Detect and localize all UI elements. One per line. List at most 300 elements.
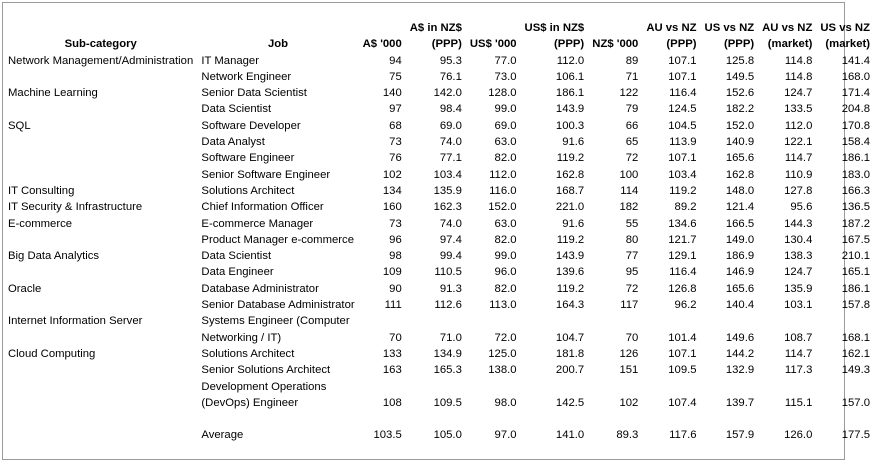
aud-nzd-ppp-cell: 110.5	[434, 266, 462, 279]
subcategory-cell: E-commerce	[8, 217, 73, 230]
usd-nzd-ppp-cell	[521, 313, 589, 329]
us-vs-nz-ppp-cell: 139.7	[725, 396, 755, 409]
au-vs-nz-market-cell: 135.9	[784, 282, 813, 295]
us-vs-nz-ppp-cell: 152.0	[725, 119, 755, 132]
header-au-vs-nz-market-top: AU vs NZ	[762, 22, 813, 34]
job-cell: Senior Solutions Architect	[201, 364, 331, 377]
nzd-cell: 126	[619, 347, 639, 360]
us-vs-nz-ppp-cell: 152.6	[725, 87, 755, 100]
usd-nzd-ppp-cell: 162.8	[555, 168, 585, 181]
average-aud-nzd-ppp-cell: 105.0	[433, 429, 462, 442]
nzd-cell: 65	[625, 136, 639, 149]
us-vs-nz-ppp-cell: 144.2	[725, 347, 755, 360]
aud-cell: 163	[382, 364, 402, 377]
table-row	[4, 248, 874, 264]
subcategory-cell: Cloud Computing	[8, 347, 96, 360]
au-vs-nz-ppp-cell: 124.5	[668, 103, 697, 116]
header-nzd-top	[588, 20, 642, 36]
average-usd-nzd-ppp-cell: 141.0	[555, 429, 585, 442]
aud-nzd-ppp-cell	[406, 379, 466, 395]
table-row	[4, 395, 874, 411]
job-cell: Chief Information Officer	[201, 201, 324, 214]
aud-nzd-ppp-cell: 112.6	[434, 299, 462, 312]
aud-cell	[359, 379, 406, 395]
nzd-cell: 89	[625, 54, 639, 67]
nzd-cell: 122	[619, 87, 639, 100]
us-vs-nz-market-cell: 167.5	[841, 233, 870, 246]
spacer-row	[4, 411, 874, 427]
us-vs-nz-market-cell: 162.1	[841, 347, 870, 360]
table-row	[4, 69, 874, 85]
subcategory-cell	[4, 134, 197, 150]
us-vs-nz-ppp-cell	[701, 379, 759, 395]
usd-cell: 63.0	[494, 136, 517, 149]
usd-cell: 72.0	[494, 331, 517, 344]
table-row	[4, 150, 874, 166]
job-cell: Data Analyst	[201, 136, 265, 149]
au-vs-nz-market-cell: 130.4	[784, 233, 813, 246]
nzd-cell: 117	[620, 299, 639, 312]
aud-cell: 109	[382, 266, 402, 279]
us-vs-nz-ppp-cell: 149.5	[725, 70, 755, 83]
us-vs-nz-ppp-cell: 146.9	[725, 266, 755, 279]
aud-cell: 98	[389, 250, 402, 263]
usd-cell: 128.0	[488, 87, 517, 100]
au-vs-nz-market-cell: 114.7	[784, 347, 813, 360]
au-vs-nz-ppp-cell: 101.4	[668, 331, 697, 344]
job-cell: Senior Data Scientist	[201, 87, 307, 100]
job-cell: Solutions Architect	[201, 184, 295, 197]
aud-cell: 76	[389, 152, 402, 165]
us-vs-nz-market-cell: 149.3	[841, 364, 870, 377]
table-row	[4, 118, 874, 134]
aud-cell: 140	[382, 87, 402, 100]
us-vs-nz-market-cell: 187.2	[841, 217, 870, 230]
usd-nzd-ppp-cell: 143.9	[555, 103, 585, 116]
header-au-vs-nz-market: (market)	[767, 38, 813, 51]
aud-nzd-ppp-cell: 97.4	[439, 233, 462, 246]
usd-nzd-ppp-cell: 142.5	[555, 396, 585, 409]
usd-cell: 63.0	[494, 217, 517, 230]
subcategory-cell: Machine Learning	[8, 87, 98, 100]
aud-cell: 96	[389, 233, 402, 246]
aud-nzd-ppp-cell: 71.0	[439, 331, 462, 344]
au-vs-nz-ppp-cell	[642, 379, 700, 395]
usd-cell: 99.0	[494, 103, 517, 116]
usd-cell	[466, 379, 521, 395]
aud-nzd-ppp-cell: 74.0	[439, 136, 462, 149]
aud-cell: 111	[384, 299, 402, 312]
average-au-vs-nz-ppp-cell: 117.6	[669, 429, 697, 442]
header-usd-nzd-ppp: (PPP)	[554, 38, 585, 51]
job-cell: Software Engineer	[201, 152, 295, 165]
au-vs-nz-market-cell: 114.7	[784, 152, 813, 165]
usd-cell: 152.0	[488, 201, 517, 214]
usd-nzd-ppp-cell: 168.7	[555, 184, 585, 197]
table-row	[4, 346, 874, 362]
table-row	[4, 330, 874, 346]
average-aud-cell: 103.5	[373, 429, 402, 442]
header-usd-top	[466, 20, 521, 36]
table-row	[4, 264, 874, 280]
aud-cell	[359, 313, 406, 329]
aud-cell: 73	[389, 136, 402, 149]
header-job: Job	[267, 38, 289, 51]
header-us-vs-nz-market-top: US vs NZ	[820, 22, 870, 34]
table-row	[4, 297, 874, 313]
us-vs-nz-market-cell: 166.3	[841, 184, 870, 197]
us-vs-nz-ppp-cell: 162.8	[725, 168, 755, 181]
usd-nzd-ppp-cell: 181.8	[555, 347, 585, 360]
usd-cell: 112.0	[489, 168, 517, 181]
aud-nzd-ppp-cell: 95.3	[439, 54, 462, 67]
au-vs-nz-market-cell: 133.5	[784, 103, 813, 116]
nzd-cell: 151	[619, 364, 639, 377]
subcategory-cell: SQL	[8, 119, 31, 132]
au-vs-nz-ppp-cell: 116.4	[669, 87, 697, 100]
job-cell: E-commerce Manager	[201, 217, 314, 230]
aud-cell: 97	[389, 103, 402, 116]
au-vs-nz-market-cell: 114.8	[784, 70, 813, 83]
au-vs-nz-ppp-cell: 107.1	[668, 347, 697, 360]
au-vs-nz-market-cell: 117.3	[784, 364, 813, 377]
subcategory-cell	[4, 69, 197, 85]
job-cell: Network Engineer	[201, 70, 292, 83]
usd-nzd-ppp-cell: 119.2	[556, 282, 585, 295]
au-vs-nz-ppp-cell: 113.9	[669, 136, 697, 149]
subcategory-cell	[4, 232, 197, 248]
subcategory-cell: Network Management/Administration	[8, 54, 194, 67]
table-row	[4, 101, 874, 117]
header-us-vs-nz-ppp: (PPP)	[724, 38, 755, 51]
aud-nzd-ppp-cell: 76.1	[439, 70, 462, 83]
aud-cell: 133	[382, 347, 402, 360]
aud-nzd-ppp-cell	[406, 313, 466, 329]
us-vs-nz-market-cell: 165.1	[841, 266, 870, 279]
au-vs-nz-market-cell	[758, 379, 816, 395]
average-usd-cell: 97.0	[494, 429, 517, 442]
au-vs-nz-ppp-cell: 109.5	[668, 364, 697, 377]
au-vs-nz-ppp-cell: 107.1	[668, 152, 697, 165]
job-cell: Senior Database Administrator	[201, 299, 355, 312]
aud-cell: 68	[389, 119, 402, 132]
au-vs-nz-market-cell: 103.1	[784, 299, 813, 312]
usd-cell: 98.0	[494, 396, 517, 409]
job-cell: Networking / IT)	[201, 331, 282, 344]
au-vs-nz-ppp-cell: 129.1	[668, 250, 697, 263]
usd-nzd-ppp-cell: 200.7	[555, 364, 585, 377]
nzd-cell: 77	[625, 250, 639, 263]
nzd-cell: 66	[625, 119, 639, 132]
au-vs-nz-ppp-cell: 119.2	[669, 184, 697, 197]
average-us-vs-nz-market-cell: 177.5	[841, 429, 870, 442]
aud-nzd-ppp-cell: 109.5	[433, 396, 462, 409]
usd-nzd-ppp-cell: 91.6	[562, 217, 585, 230]
us-vs-nz-ppp-cell: 149.6	[725, 331, 755, 344]
aud-nzd-ppp-cell: 98.4	[439, 103, 462, 116]
job-cell: Software Developer	[201, 119, 301, 132]
usd-cell: 99.0	[494, 250, 517, 263]
subcategory-cell: IT Consulting	[8, 184, 75, 197]
header-au-vs-nz-ppp-top: AU vs NZ	[646, 22, 697, 34]
us-vs-nz-market-cell: 186.1	[841, 282, 870, 295]
us-vs-nz-market-cell: 157.0	[841, 396, 870, 409]
job-cell: Senior Software Engineer	[201, 168, 331, 181]
table-row	[4, 379, 874, 395]
nzd-cell: 102	[619, 396, 639, 409]
table-row	[4, 53, 874, 69]
aud-nzd-ppp-cell: 165.3	[433, 364, 462, 377]
us-vs-nz-ppp-cell: 186.9	[725, 250, 755, 263]
aud-cell: 102	[382, 168, 402, 181]
table-row	[4, 216, 874, 232]
aud-nzd-ppp-cell: 103.4	[433, 168, 462, 181]
subcategory-cell	[4, 297, 197, 313]
usd-nzd-ppp-cell: 164.3	[555, 299, 585, 312]
us-vs-nz-ppp-cell: 140.9	[725, 136, 755, 149]
usd-nzd-ppp-cell: 119.2	[556, 233, 585, 246]
usd-cell: 73.0	[494, 70, 517, 83]
average-row	[4, 427, 874, 443]
usd-cell: 125.0	[488, 347, 517, 360]
average-us-vs-nz-ppp-cell: 157.9	[725, 429, 755, 442]
usd-nzd-ppp-cell: 119.2	[556, 152, 585, 165]
header-au-vs-nz-ppp: (PPP)	[666, 38, 697, 51]
subcategory-cell	[4, 167, 197, 183]
nzd-cell	[588, 379, 642, 395]
au-vs-nz-ppp-cell: 96.2	[674, 299, 697, 312]
aud-nzd-ppp-cell: 77.1	[439, 152, 462, 165]
aud-nzd-ppp-cell: 142.0	[433, 87, 462, 100]
au-vs-nz-market-cell: 127.8	[784, 184, 813, 197]
usd-nzd-ppp-cell: 112.0	[556, 54, 585, 67]
job-cell: (DevOps) Engineer	[201, 396, 299, 409]
aud-nzd-ppp-cell: 91.3	[439, 282, 462, 295]
header-aud-top	[359, 20, 406, 36]
aud-nzd-ppp-cell: 135.9	[433, 184, 462, 197]
job-cell: Data Scientist	[201, 103, 272, 116]
nzd-cell: 72	[625, 152, 639, 165]
table-row	[4, 167, 874, 183]
au-vs-nz-market-cell: 115.1	[784, 396, 813, 409]
us-vs-nz-market-cell: 158.4	[841, 136, 870, 149]
table-row	[4, 134, 874, 150]
au-vs-nz-market-cell: 95.6	[790, 201, 813, 214]
au-vs-nz-ppp-cell: 116.4	[669, 266, 697, 279]
nzd-cell: 70	[625, 331, 639, 344]
subcategory-cell: IT Security & Infrastructure	[8, 201, 143, 214]
nzd-cell	[588, 313, 642, 329]
us-vs-nz-market-cell: 157.8	[841, 299, 870, 312]
aud-cell: 134	[382, 184, 402, 197]
header-nzd: NZ$ '000	[592, 38, 639, 51]
us-vs-nz-market-cell: 170.8	[841, 119, 870, 132]
nzd-cell: 71	[625, 70, 639, 83]
us-vs-nz-ppp-cell: 148.0	[725, 184, 755, 197]
au-vs-nz-market-cell: 112.0	[784, 119, 813, 132]
aud-nzd-ppp-cell: 134.9	[433, 347, 462, 360]
usd-nzd-ppp-cell: 221.0	[555, 201, 585, 214]
job-cell: Data Engineer	[201, 266, 274, 279]
table-row	[4, 199, 874, 215]
nzd-cell: 72	[625, 282, 639, 295]
average-nzd-cell: 89.3	[616, 429, 639, 442]
nzd-cell: 95	[625, 266, 639, 279]
subcategory-cell	[4, 379, 197, 395]
salary-comparison-table	[4, 20, 874, 444]
table-row	[4, 85, 874, 101]
usd-cell: 82.0	[494, 152, 517, 165]
us-vs-nz-market-cell: 141.4	[841, 54, 870, 67]
average-au-vs-nz-market-cell: 126.0	[784, 429, 813, 442]
header-usd: US$ '000	[469, 38, 517, 51]
aud-cell: 75	[389, 70, 402, 83]
header-aud: A$ '000	[362, 38, 402, 51]
table-row	[4, 313, 874, 329]
au-vs-nz-market-cell: 108.7	[784, 331, 813, 344]
usd-nzd-ppp-cell	[521, 379, 589, 395]
usd-nzd-ppp-cell: 106.1	[555, 70, 585, 83]
us-vs-nz-ppp-cell: 165.6	[725, 282, 755, 295]
job-cell: Systems Engineer (Computer	[201, 315, 350, 328]
table-row	[4, 232, 874, 248]
us-vs-nz-ppp-cell: 132.9	[725, 364, 755, 377]
usd-cell: 82.0	[494, 233, 517, 246]
au-vs-nz-market-cell: 144.3	[784, 217, 813, 230]
nzd-cell: 100	[619, 168, 639, 181]
job-cell: IT Manager	[201, 54, 259, 67]
usd-nzd-ppp-cell: 91.6	[562, 136, 585, 149]
subcategory-cell	[4, 264, 197, 280]
nzd-cell: 80	[625, 233, 639, 246]
usd-cell: 96.0	[494, 266, 517, 279]
us-vs-nz-ppp-cell: 166.5	[725, 217, 755, 230]
us-vs-nz-ppp-cell: 121.4	[725, 201, 755, 214]
usd-cell: 69.0	[494, 119, 517, 132]
header-subcategory: Sub-category	[64, 38, 137, 51]
au-vs-nz-market-cell: 122.1	[784, 136, 813, 149]
au-vs-nz-ppp-cell: 126.8	[668, 282, 697, 295]
us-vs-nz-ppp-cell: 149.0	[725, 233, 755, 246]
us-vs-nz-market-cell: 186.1	[841, 152, 870, 165]
au-vs-nz-ppp-cell: 107.1	[668, 54, 697, 67]
subcategory-cell: Oracle	[8, 282, 42, 295]
usd-cell: 138.0	[488, 364, 517, 377]
us-vs-nz-market-cell: 171.4	[841, 87, 870, 100]
us-vs-nz-ppp-cell: 125.8	[725, 54, 755, 67]
au-vs-nz-ppp-cell: 89.2	[674, 201, 697, 214]
us-vs-nz-market-cell: 183.0	[841, 168, 870, 181]
subcategory-cell: Big Data Analytics	[8, 250, 100, 263]
au-vs-nz-market-cell: 124.7	[784, 266, 813, 279]
nzd-cell: 114	[620, 184, 639, 197]
us-vs-nz-market-cell	[816, 313, 874, 329]
usd-nzd-ppp-cell: 139.6	[555, 266, 585, 279]
subcategory-cell	[4, 101, 197, 117]
subcategory-cell: Internet Information Server	[8, 315, 143, 328]
usd-cell: 77.0	[494, 54, 517, 67]
header-us-vs-nz-ppp-top: US vs NZ	[704, 22, 755, 34]
aud-cell: 90	[389, 282, 402, 295]
usd-cell: 116.0	[489, 184, 517, 197]
table-row	[4, 183, 874, 199]
au-vs-nz-ppp-cell: 104.5	[668, 119, 697, 132]
header-row-top	[4, 20, 874, 36]
us-vs-nz-market-cell: 168.1	[841, 331, 870, 344]
subcategory-cell	[4, 395, 197, 411]
aud-nzd-ppp-cell: 162.3	[433, 201, 462, 214]
au-vs-nz-ppp-cell: 121.7	[668, 233, 697, 246]
au-vs-nz-market-cell: 114.8	[784, 54, 813, 67]
us-vs-nz-market-cell: 210.1	[841, 250, 870, 263]
us-vs-nz-ppp-cell: 182.2	[725, 103, 755, 116]
job-cell: Solutions Architect	[201, 347, 295, 360]
aud-nzd-ppp-cell: 69.0	[439, 119, 462, 132]
header-subcategory-top	[4, 20, 197, 36]
us-vs-nz-market-cell	[816, 379, 874, 395]
us-vs-nz-market-cell: 136.5	[841, 201, 870, 214]
aud-nzd-ppp-cell: 99.4	[439, 250, 462, 263]
au-vs-nz-ppp-cell: 134.6	[668, 217, 697, 230]
usd-cell: 82.0	[494, 282, 517, 295]
subcategory-cell	[4, 362, 197, 378]
us-vs-nz-ppp-cell	[701, 313, 759, 329]
table-body	[4, 53, 874, 444]
usd-nzd-ppp-cell: 143.9	[555, 250, 585, 263]
average-label: Average	[201, 429, 244, 442]
table-header	[4, 20, 874, 53]
us-vs-nz-ppp-cell: 165.6	[725, 152, 755, 165]
nzd-cell: 182	[619, 201, 639, 214]
au-vs-nz-ppp-cell: 107.4	[668, 396, 697, 409]
aud-cell: 108	[382, 396, 402, 409]
au-vs-nz-ppp-cell: 107.1	[668, 70, 697, 83]
header-job-top	[197, 20, 358, 36]
aud-cell: 70	[389, 331, 402, 344]
usd-nzd-ppp-cell: 104.7	[555, 331, 585, 344]
job-cell: Development Operations	[201, 380, 327, 393]
header-row-bottom	[4, 36, 874, 52]
au-vs-nz-market-cell: 138.3	[784, 250, 813, 263]
table-row	[4, 362, 874, 378]
us-vs-nz-ppp-cell: 140.4	[725, 299, 755, 312]
au-vs-nz-market-cell: 110.9	[784, 168, 813, 181]
au-vs-nz-ppp-cell	[642, 313, 700, 329]
nzd-cell: 55	[625, 217, 639, 230]
aud-cell: 73	[389, 217, 402, 230]
header-aud-nzd-ppp-top: A$ in NZ$	[409, 22, 462, 34]
aud-cell: 160	[382, 201, 402, 214]
nzd-cell: 79	[625, 103, 639, 116]
us-vs-nz-market-cell: 168.0	[841, 70, 870, 83]
usd-cell	[466, 313, 521, 329]
usd-cell: 113.0	[489, 299, 517, 312]
job-cell: Data Scientist	[201, 250, 272, 263]
aud-nzd-ppp-cell: 74.0	[439, 217, 462, 230]
au-vs-nz-market-cell	[758, 313, 816, 329]
usd-nzd-ppp-cell: 100.3	[555, 119, 585, 132]
header-aud-nzd-ppp: (PPP)	[431, 38, 462, 51]
subcategory-cell	[4, 150, 197, 166]
usd-nzd-ppp-cell: 186.1	[555, 87, 585, 100]
job-cell: Database Administrator	[201, 282, 319, 295]
au-vs-nz-market-cell: 124.7	[784, 87, 813, 100]
us-vs-nz-market-cell: 204.8	[841, 103, 870, 116]
average-blank-cell	[4, 427, 197, 443]
aud-cell: 94	[389, 54, 402, 67]
header-us-vs-nz-market: (market)	[825, 38, 870, 51]
job-cell: Product Manager e-commerce	[201, 233, 354, 246]
